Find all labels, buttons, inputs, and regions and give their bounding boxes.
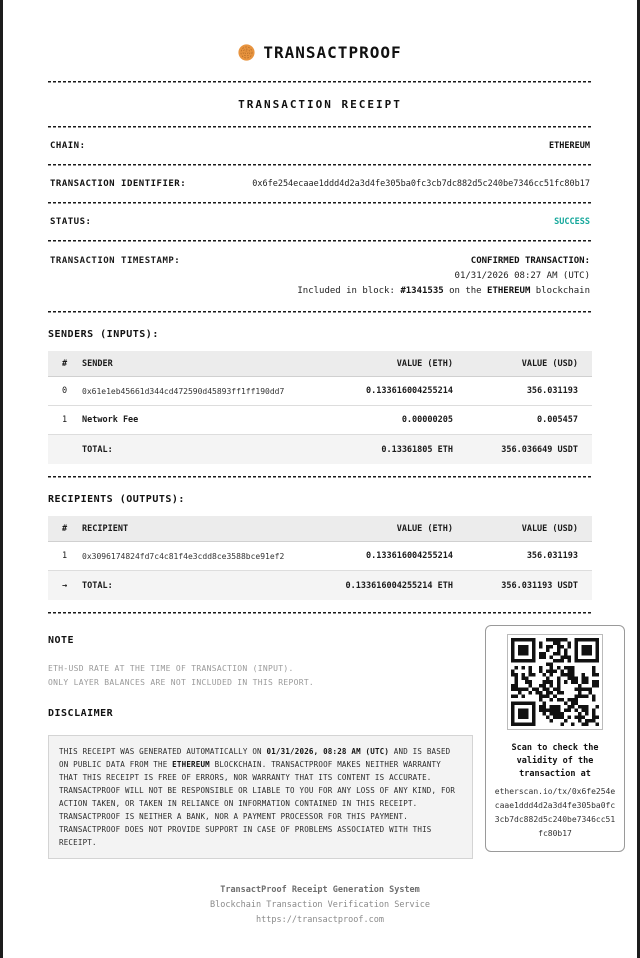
- transaction-id-value: 0x6fe254ecaae1ddd4d2a3d4fe305ba0fc3cb7dc882d5c240be7346cc51fc80b17: [252, 179, 590, 189]
- col-header-recipient: RECIPIENT: [82, 523, 129, 534]
- confirmed-transaction-label: CONFIRMED TRANSACTION:: [470, 256, 590, 266]
- senders-total-row: [48, 435, 592, 464]
- chain-row: [48, 128, 592, 164]
- note-heading: NOTE: [48, 635, 75, 646]
- fingerprint-logo-icon: [238, 44, 255, 61]
- footer-system-name: TransactProof Receipt Generation System: [220, 885, 420, 895]
- recipient-address: 0x3096174824fd7c4c81f4e3cdd8ce3588bce91ef2: [82, 551, 285, 561]
- separator: [48, 311, 592, 313]
- block-chain-name: ETHEREUM: [487, 286, 531, 296]
- row-index: 0: [62, 386, 68, 396]
- separator: [48, 612, 592, 614]
- value-usd: 0.005457: [537, 415, 578, 425]
- separator: [48, 476, 592, 478]
- chain-label: CHAIN:: [50, 141, 86, 151]
- col-header-value-eth: VALUE (ETH): [396, 358, 453, 369]
- transaction-id-label: TRANSACTION IDENTIFIER:: [50, 179, 187, 189]
- status-row: [48, 204, 592, 240]
- note-line: ETH-USD RATE AT THE TIME OF TRANSACTION (INPUT).: [48, 664, 294, 673]
- senders-table-header: [48, 351, 592, 377]
- status-label: STATUS:: [50, 217, 92, 227]
- qr-verification-link[interactable]: etherscan.io/tx/0x6fe254ecaae1ddd4d2a3d4fe305ba0fc3cb7dc882d5c240be7346cc51fc80b17: [494, 787, 616, 838]
- table-row: [48, 377, 592, 406]
- col-header-value-usd: VALUE (USD): [521, 358, 578, 369]
- qr-code: [511, 638, 599, 726]
- header: [48, 40, 592, 64]
- total-usd: 356.031193 USDT: [501, 580, 578, 591]
- qr-panel: [485, 625, 625, 852]
- timestamp-label: TRANSACTION TIMESTAMP:: [50, 256, 181, 266]
- block-info: Included in block: #1341535 on the ETHEREUM blockchain: [297, 286, 590, 296]
- total-eth: 0.133616004255214 ETH: [345, 580, 453, 591]
- timestamp-details: [297, 254, 590, 299]
- col-header-num: #: [62, 523, 68, 534]
- total-usd: 356.036649 USDT: [501, 444, 578, 455]
- status-badge: SUCCESS: [554, 217, 590, 227]
- row-index: 1: [62, 551, 68, 561]
- col-header-value-eth: VALUE (ETH): [396, 523, 453, 534]
- col-header-num: #: [62, 358, 68, 369]
- col-header-sender: SENDER: [82, 358, 113, 369]
- recipients-heading: RECIPIENTS (OUTPUTS):: [48, 494, 185, 505]
- value-eth: 0.133616004255214: [366, 386, 453, 396]
- notes-column: [48, 625, 473, 859]
- total-arrow: →: [62, 580, 68, 591]
- recipients-table-header: [48, 516, 592, 542]
- recipients-table: [48, 516, 592, 600]
- value-eth: 0.133616004255214: [366, 551, 453, 561]
- recipients-total-row: [48, 571, 592, 600]
- disclaimer-heading: DISCLAIMER: [48, 708, 114, 719]
- note-text: [48, 662, 473, 690]
- note-line: ONLY LAYER BALANCES ARE NOT INCLUDED IN THIS REPORT.: [48, 678, 315, 687]
- disclaimer-text: THIS RECEIPT WAS GENERATED AUTOMATICALLY ON 01/31/2026, 08:28 AM (UTC) AND IS BASED ON PUBLIC DATA FROM THE ETHEREUM BLOCKCHAIN. TRANSACTPROOF MAKES NEITHER WARRANTY THAT THIS RECEIPT IS FREE OF ERRORS, NOR WARRANTY THAT ITS CONTENT IS ACCURATE. TRANSACTPROOF WILL NOT BE RESPONSIBLE OR LIABLE TO YOU FOR ANY LOSS OF ANY KIND, FOR ACTION TAKEN, OR TAKEN IN RELIANCE ON INFORMATION CONTAINED IN THIS RECEIPT. TRANSACTPROOF IS NEITHER A BANK, NOR A PAYMENT PROCESSOR FOR THIS PAYMENT. TRANSACTPROOF DOES NOT PROVIDE SUPPORT IN CASE OF PROBLEMS ASSOCIATED WITH THIS RECEIPT.: [48, 735, 473, 859]
- total-eth: 0.13361805 ETH: [381, 444, 453, 455]
- footer: [48, 883, 592, 928]
- brand-title: TRANSACTPROOF: [263, 42, 402, 62]
- footer-service-name: Blockchain Transaction Verification Service: [209, 900, 431, 910]
- table-row: [48, 406, 592, 435]
- sender-address: 0x61e1eb45661d344cd472590d45893ff1ff190dd7: [82, 386, 285, 396]
- qr-frame: [507, 634, 603, 730]
- disclaimer-generated-date: 01/31/2026, 08:28 AM (UTC): [266, 747, 390, 756]
- sender-name: Network Fee: [82, 415, 139, 425]
- value-usd: 356.031193: [526, 386, 578, 396]
- total-label: TOTAL:: [82, 580, 113, 591]
- transaction-id-row: [48, 166, 592, 202]
- col-header-value-usd: VALUE (USD): [521, 523, 578, 534]
- qr-caption: Scan to check the validity of the transaction at: [511, 743, 599, 779]
- timestamp-datetime: 01/31/2026 08:27 AM (UTC): [454, 271, 590, 281]
- disclaimer-chain-name: ETHEREUM: [172, 760, 210, 769]
- value-eth: 0.00000205: [401, 415, 453, 425]
- footer-website-link[interactable]: https://transactproof.com: [256, 915, 384, 925]
- value-usd: 356.031193: [526, 551, 578, 561]
- timestamp-row: [48, 242, 592, 311]
- table-row: [48, 542, 592, 571]
- chain-value: ETHEREUM: [549, 141, 590, 151]
- document-title: TRANSACTION RECEIPT: [238, 98, 402, 111]
- total-label: TOTAL:: [82, 444, 113, 455]
- bottom-section: [48, 625, 625, 859]
- row-index: 1: [62, 415, 68, 425]
- senders-heading: SENDERS (INPUTS):: [48, 329, 159, 340]
- block-number: #1341535: [400, 286, 444, 296]
- senders-table: [48, 351, 592, 464]
